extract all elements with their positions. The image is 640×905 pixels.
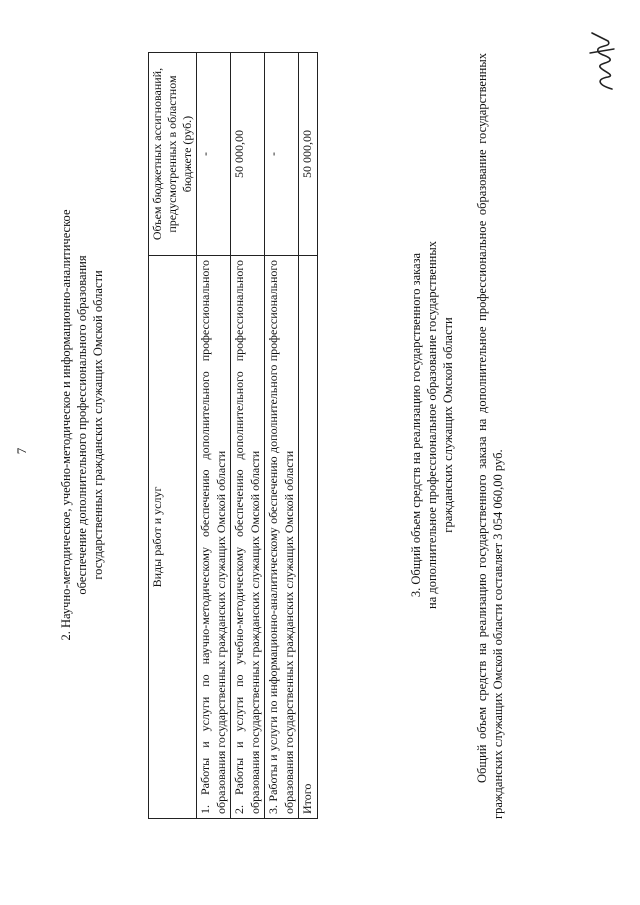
- row-2-amount: 50 000,00: [231, 53, 265, 256]
- page-number: 7: [14, 447, 29, 455]
- table-row: [231, 53, 265, 819]
- section-3-title-line-2: на дополнительное профессиональное образование государственных: [425, 241, 439, 609]
- row-1-amount: -: [197, 53, 231, 256]
- table-header-row: [149, 53, 197, 819]
- section-3-heading: [408, 75, 456, 775]
- section-2-heading: [58, 75, 106, 775]
- section-3-paragraph: [474, 53, 506, 819]
- section-2-title-line-2: обеспечение дополнительного профессионального образования: [75, 255, 89, 595]
- section-2-title-line-3: государственных гражданских служащих Омской области: [91, 270, 105, 580]
- section-3-title-line-3: гражданских служащих Омской области: [441, 317, 455, 533]
- total-label: Итого: [299, 256, 318, 819]
- section-2-title-line-1: 2. Научно-методическое, учебно-методическое и информационно-аналитическое: [59, 209, 73, 641]
- section-3-title-line-1: 3. Общий объем средств на реализацию государственного заказа: [409, 252, 423, 598]
- table-row: [197, 53, 231, 819]
- total-amount: 50 000,00: [299, 53, 318, 256]
- row-3-description: 3. Работы и услуги по информационно-аналитическому обеспечению дополнительного профессионального образования государственных гражданских служащих Омской области: [265, 256, 299, 819]
- row-2-description: 2. Работы и услуги по учебно-методическому обеспечению дополнительного профессионального образования государственных гражданских служащих Омской области: [231, 256, 265, 819]
- row-1-description: 1. Работы и услуги по научно-методическому обеспечению дополнительного профессионального образования государственных гражданских служащих Омской области: [197, 256, 231, 819]
- paragraph-text: Общий объем средств на реализацию государственного заказа на дополнительное профессиональное образование государственных гражданских служащих Омской области составляет 3 054 060,00 руб.: [475, 53, 505, 819]
- handwritten-signature: [584, 29, 624, 93]
- table-total-row: [299, 53, 318, 819]
- header-budget-volume: Объем бюджетных ассигнований, предусмотренных в областном бюджете (руб.): [149, 53, 197, 256]
- header-work-types: Виды работ и услуг: [149, 256, 197, 819]
- table-row: [265, 53, 299, 819]
- row-3-amount: -: [265, 53, 299, 256]
- budget-table: [148, 52, 318, 819]
